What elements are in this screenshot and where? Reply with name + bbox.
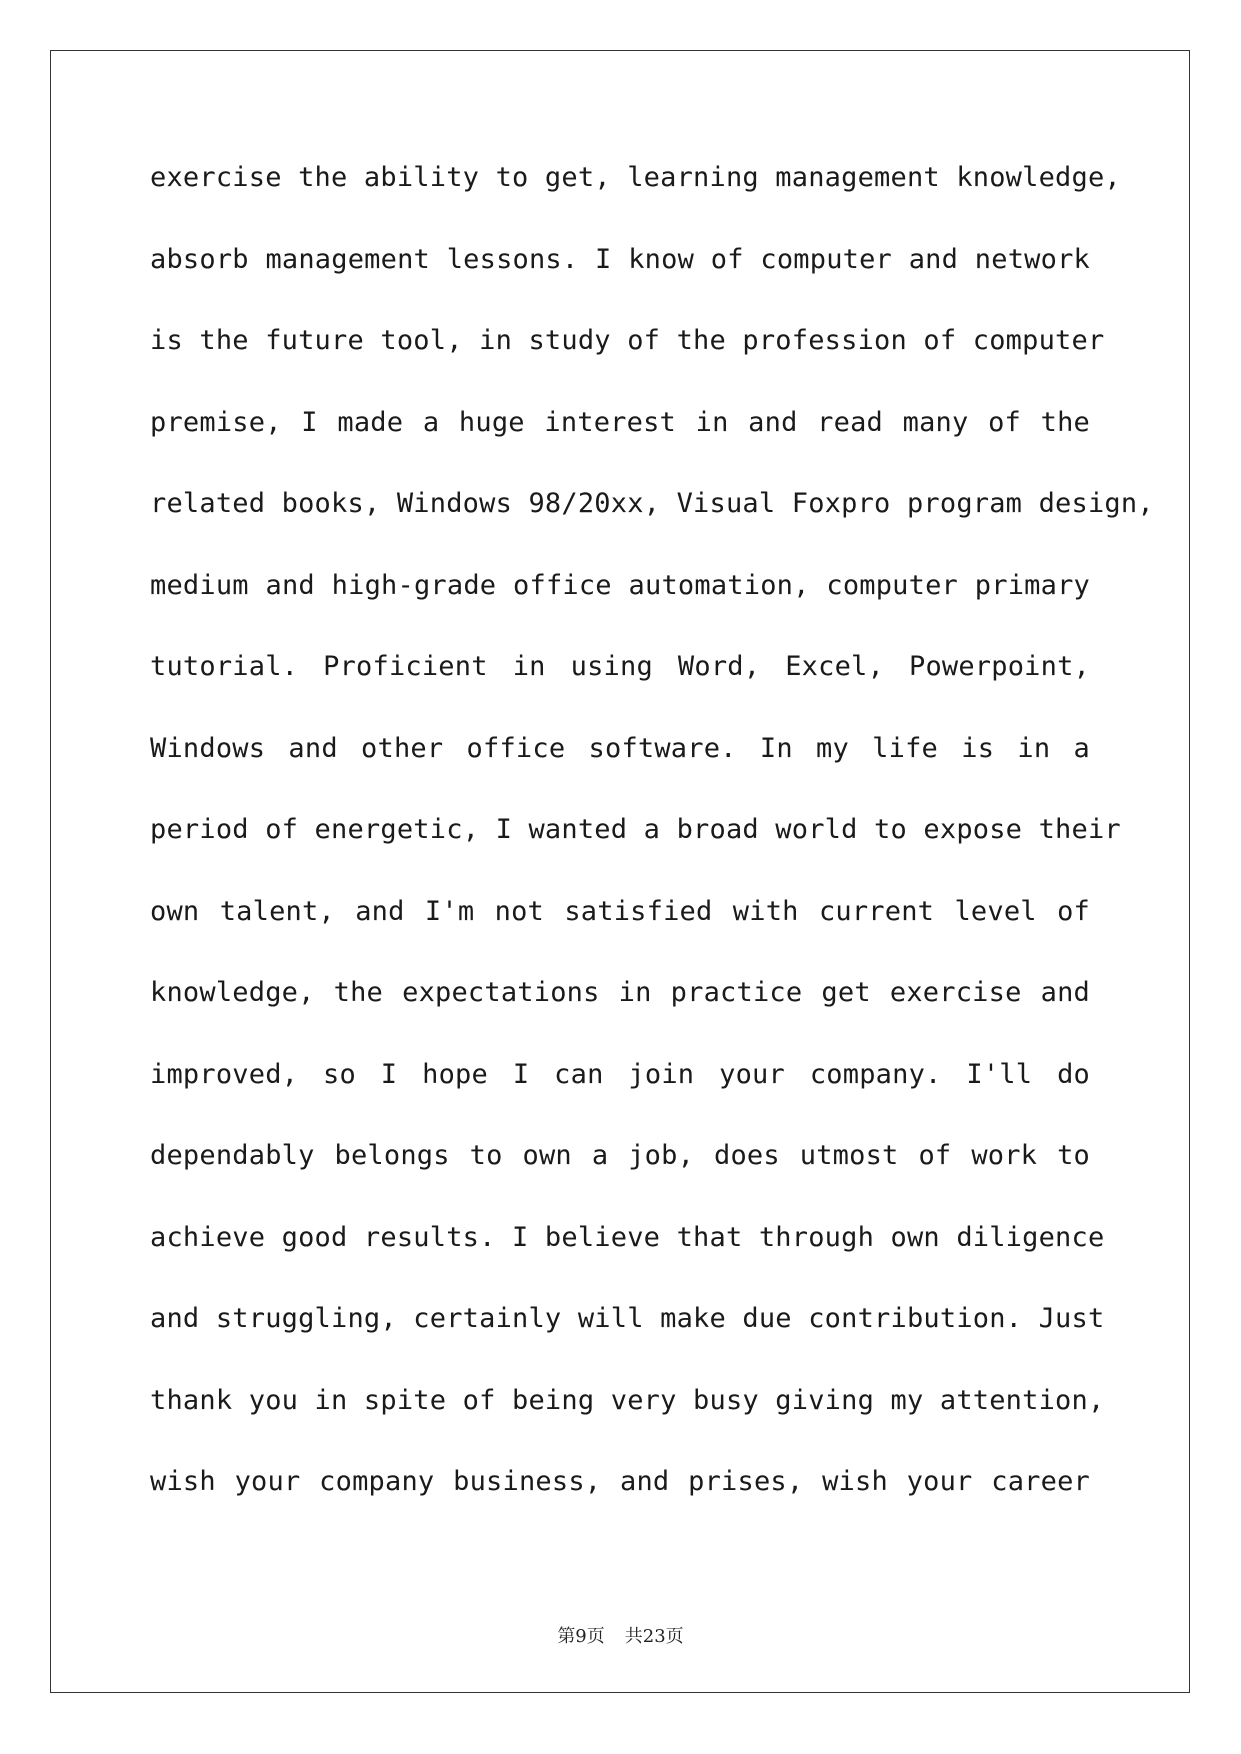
- page-total: 共23页: [624, 1626, 684, 1647]
- text-line: exercise the ability to get, learning management knowledge,: [150, 162, 1121, 193]
- page-footer: [0, 1622, 1241, 1648]
- text-line: thank you in spite of being very busy giving my attention,: [150, 1384, 1105, 1416]
- text-line: is the future tool, in study of the profession of computer: [150, 325, 1105, 356]
- text-line: knowledge, the expectations in practice get exercise and: [150, 977, 1090, 1008]
- text-line: achieve good results. I believe that through own diligence: [150, 1221, 1105, 1253]
- text-line: premise, I made a huge interest in and read many of the: [150, 406, 1090, 438]
- body-text: [150, 162, 1154, 1549]
- text-line: Windows and other office software. In my life is in a: [150, 732, 1090, 764]
- text-line: improved, so I hope I can join your company. I'll do: [150, 1058, 1090, 1090]
- text-line: related books, Windows 98/20xx, Visual Foxpro program design,: [150, 488, 1154, 519]
- text-line: tutorial. Proficient in using Word, Excel, Powerpoint,: [150, 651, 1090, 682]
- text-line: medium and high-grade office automation, computer primary: [150, 569, 1090, 601]
- text-line: and struggling, certainly will make due contribution. Just: [150, 1303, 1105, 1334]
- text-line: wish your company business, and prises, wish your career: [150, 1466, 1090, 1497]
- text-line: own talent, and I'm not satisfied with current level of: [150, 895, 1090, 927]
- page-number: 第9页: [557, 1626, 605, 1647]
- text-line: dependably belongs to own a job, does utmost of work to: [150, 1140, 1090, 1171]
- text-line: period of energetic, I wanted a broad world to expose their: [150, 814, 1121, 845]
- text-line: absorb management lessons. I know of computer and network: [150, 243, 1090, 275]
